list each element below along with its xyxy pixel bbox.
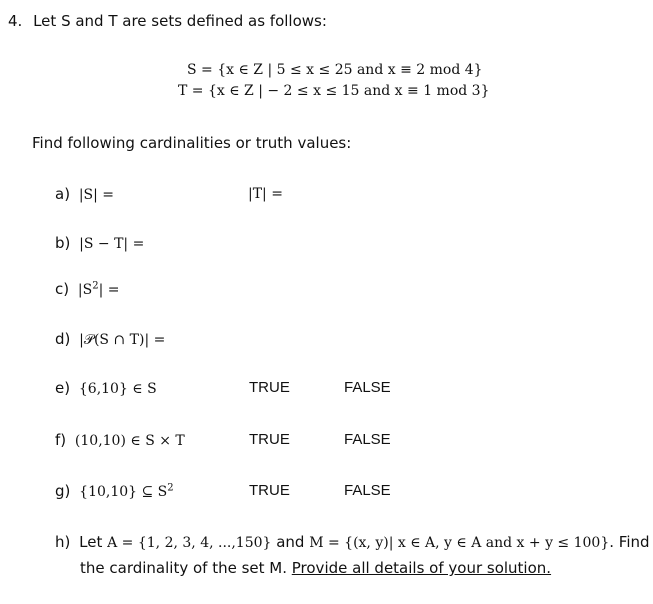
item-h-instruction-underlined: Provide all details of your solution.	[291, 559, 552, 577]
question-header	[8, 12, 327, 30]
item-c-label: c)	[55, 280, 70, 298]
set-t-definition: T = {x ∈ Z | − 2 ≤ x ≤ 15 and x ≡ 1 mod 3}	[178, 83, 490, 99]
item-h-set-m: M = {(x, y)| x ∈ A, y ∈ A and x + y ≤ 100}	[309, 535, 610, 551]
item-d-expr: |𝒫(S ∩ T)| =	[79, 332, 166, 348]
item-h-text-let: Let	[79, 533, 108, 551]
item-g-superscript: 2	[167, 482, 174, 494]
item-b	[55, 234, 144, 252]
item-b-expr: |S − T| =	[79, 236, 145, 252]
item-g-label: g)	[55, 482, 71, 500]
item-c-expr-pre: |S	[77, 282, 93, 298]
item-h-cardinality-text: the cardinality of the set M.	[80, 559, 292, 577]
item-e	[55, 379, 157, 397]
item-d-label: d)	[55, 330, 71, 348]
item-f-label: f)	[55, 431, 67, 449]
item-c-superscript: 2	[92, 280, 99, 292]
item-d	[55, 330, 165, 348]
question-number: 4.	[8, 12, 23, 30]
item-e-false-option[interactable]: FALSE	[344, 379, 391, 396]
item-b-label: b)	[55, 234, 71, 252]
item-g-expr-pre: {10,10} ⊆ S	[79, 484, 168, 500]
item-h-text-and: and	[271, 533, 310, 551]
item-h-line1	[55, 533, 650, 551]
item-e-expr: {6,10} ∈ S	[78, 381, 157, 397]
item-g-expr	[79, 484, 174, 500]
item-c	[55, 280, 119, 298]
item-g-false-option[interactable]: FALSE	[344, 482, 391, 499]
item-e-label: e)	[55, 379, 71, 397]
item-h-label: h)	[55, 533, 71, 551]
item-h-line2	[80, 559, 551, 577]
item-a	[55, 185, 114, 203]
item-h-set-a: A = {1, 2, 3, 4, ...,150}	[107, 535, 272, 551]
item-f-false-option[interactable]: FALSE	[344, 431, 391, 448]
item-c-expr-post: | =	[98, 282, 120, 298]
item-a-expr-s: |S| =	[78, 187, 115, 203]
item-f	[55, 431, 185, 449]
item-g-true-option[interactable]: TRUE	[249, 482, 290, 499]
item-a-label: a)	[55, 185, 71, 203]
set-s-definition: S = {x ∈ Z | 5 ≤ x ≤ 25 and x ≡ 2 mod 4}	[187, 62, 483, 78]
question-prompt: Let S and T are sets defined as follows:	[33, 12, 327, 30]
item-f-true-option[interactable]: TRUE	[249, 431, 290, 448]
item-f-expr: (10,10) ∈ S × T	[74, 433, 185, 449]
item-c-expr	[78, 282, 120, 298]
item-a-expr-t: |T| =	[248, 186, 283, 202]
item-h-text-find: . Find	[609, 533, 650, 551]
item-e-true-option[interactable]: TRUE	[249, 379, 290, 396]
instruction-text: Find following cardinalities or truth values:	[32, 134, 352, 152]
item-g	[55, 482, 174, 500]
